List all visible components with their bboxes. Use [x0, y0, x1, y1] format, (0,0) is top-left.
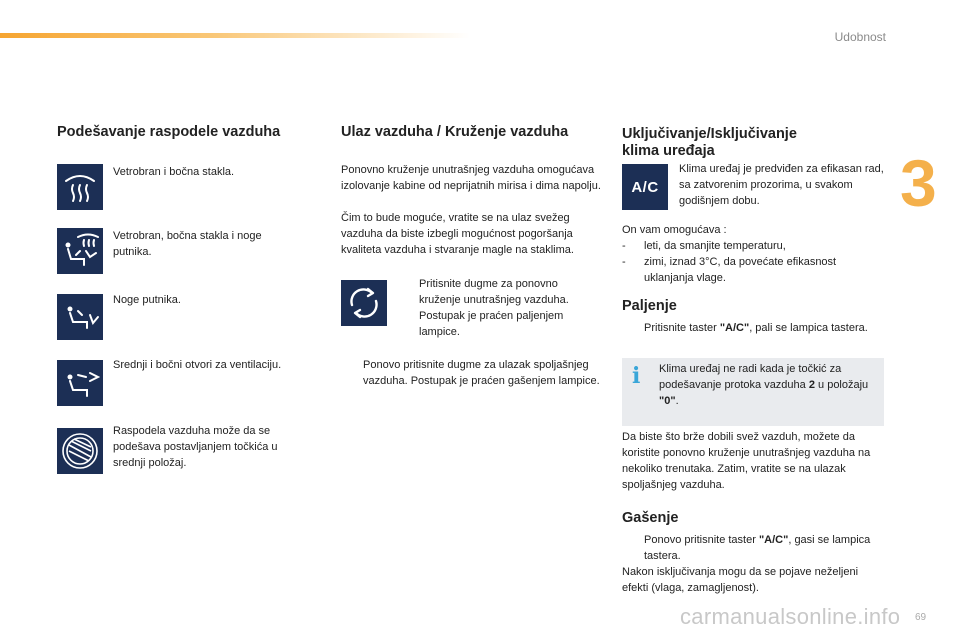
fast-fresh-air-text: Da biste što brže dobili svež vazduh, možete da koristite ponovno kruženje unutrašnjeg vazduha na nekoliko trenutaka. Zatim, vratite se na ulazak spoljašnjeg vazduha.: [622, 431, 871, 491]
recirculation-press-step: Pritisnite dugme za ponovno kruženje unutrašnjeg vazduha. Postupak je praćen paljenjem lampice.: [419, 278, 569, 338]
distribution-item-text: Noge putnika.: [113, 294, 181, 306]
feet-icon: [57, 294, 103, 340]
distribution-item-text: Srednji i bočni otvori za ventilaciju.: [113, 359, 282, 371]
windscreen-feet-icon: [57, 228, 103, 274]
switch-on-title: Paljenje: [622, 298, 677, 314]
recirculation-paragraph-1: Ponovno kruženje unutrašnjeg vazduha omogućava izolovanje kabine od neprijatnih mirisa i dima napolju.: [341, 164, 601, 192]
watermark: carmanualsonline.info: [680, 604, 901, 629]
ac-title: [622, 126, 797, 160]
ac-benefit-summer: - leti, da smanjite temperaturu,: [622, 240, 786, 252]
distribution-dial-icon: [57, 428, 103, 474]
page-number: 69: [915, 612, 927, 623]
section-title: Udobnost: [834, 30, 886, 44]
ac-benefit-winter: - zimi, iznad 3°C, da povećate efikasnost uklanjanja vlage.: [622, 256, 837, 284]
ac-allows: On vam omogućava :: [622, 224, 727, 236]
ac-button-icon: [622, 164, 668, 210]
air-intake-title: Ulaz vazduha / Kruženje vazduha: [341, 124, 569, 140]
recirculation-paragraph-2: Čim to bude moguće, vratite se na ulaz svežeg vazduha da biste izbegli mogućnost pogoršanja kvaliteta vazduha i stvaranje magle na staklima.: [341, 212, 574, 256]
face-vents-icon: [57, 360, 103, 406]
info-box: [622, 358, 884, 426]
windscreen-demist-icon: [57, 164, 103, 210]
header-accent-bar: [0, 33, 470, 38]
ac-title-line-2: klima uređaja: [622, 143, 715, 159]
distribution-item-text: Vetrobran, bočna stakla i noge putnika.: [113, 230, 262, 258]
ac-label: A/C: [631, 178, 659, 196]
info-text: Klima uređaj ne radi kada je točkić za podešavanje protoka vazduha 2 u položaju "0".: [659, 363, 869, 407]
recirculation-icon: [341, 280, 387, 326]
after-switch-off-text: Nakon isključivanja mogu da se pojave neželjeni efekti (vlaga, zamagljenost).: [622, 566, 859, 594]
distribution-item-text: Raspodela vazduha može da se podešava postavljanjem točkića u srednji položaj.: [113, 425, 278, 469]
info-icon: i: [632, 363, 641, 389]
fresh-air-step: Ponovo pritisnite dugme za ulazak spoljašnjeg vazduha. Postupak je praćen gašenjem lampice.: [363, 359, 600, 387]
switch-off-step: Ponovo pritisnite taster "A/C", gasi se lampica tastera.: [644, 534, 871, 562]
ac-intro: Klima uređaj je predviđen za efikasan rad, sa zatvorenim prozorima, u svakom godišnjem dobu.: [679, 163, 884, 207]
air-distribution-title: Podešavanje raspodele vazduha: [57, 124, 281, 140]
ac-title-line-1: Uključivanje/Isključivanje: [622, 126, 797, 142]
switch-on-step: Pritisnite taster "A/C", pali se lampica tastera.: [644, 322, 868, 334]
distribution-item-text: Vetrobran i bočna stakla.: [113, 166, 235, 178]
chapter-number: 3: [900, 146, 937, 220]
switch-off-title: Gašenje: [622, 510, 679, 526]
